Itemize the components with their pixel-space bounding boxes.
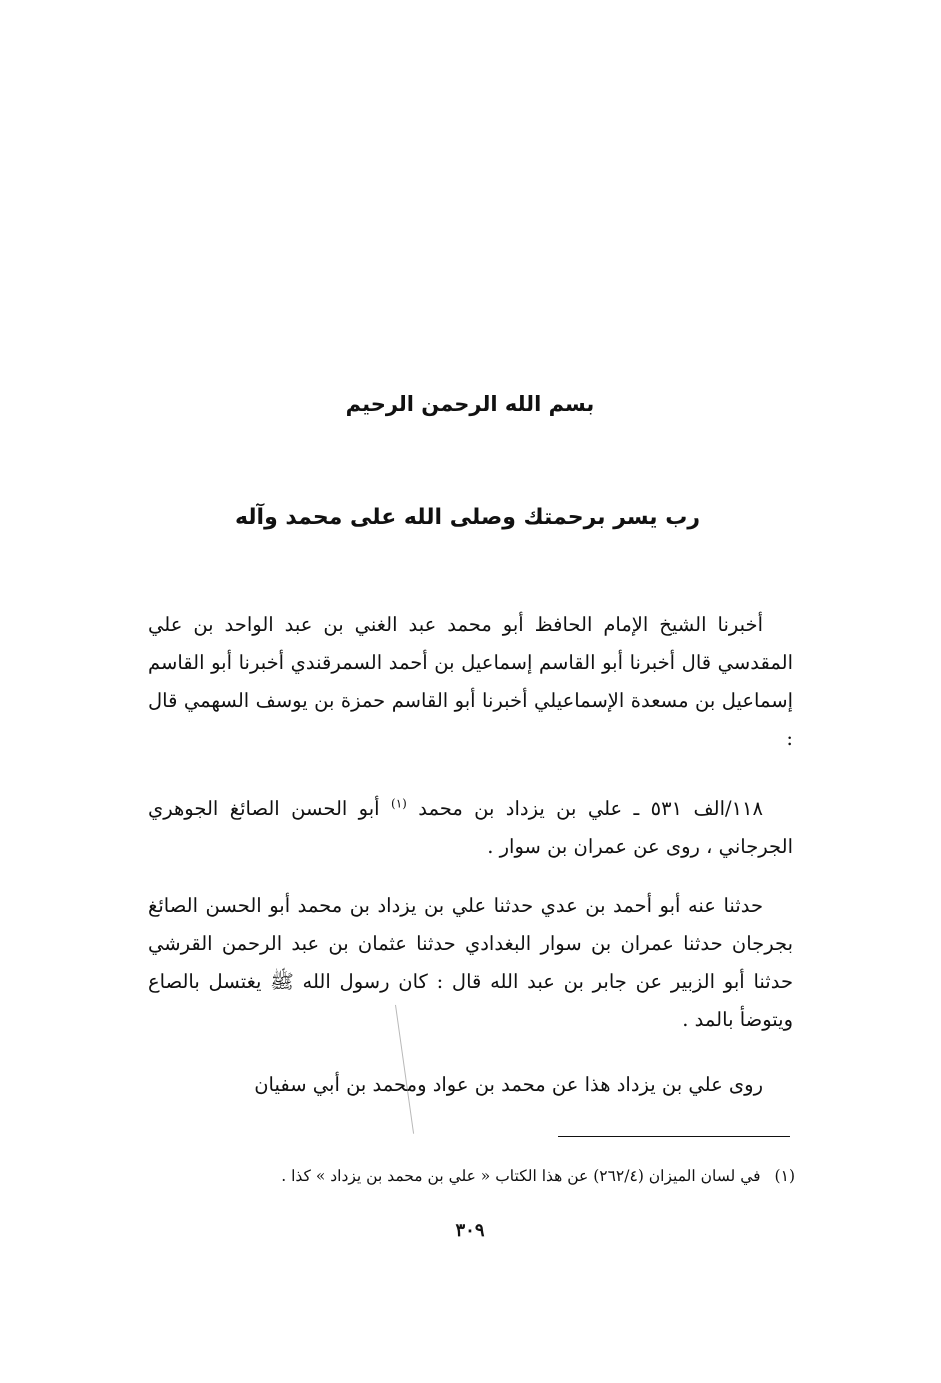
footnote-reference: (١)	[391, 796, 407, 811]
hadith-paragraph: حدثنا عنه أبو أحمد بن عدي حدثنا علي بن يزداد بن محمد أبو الحسن الصائغ بجرجان حدثنا عمران بن سوار البغدادي حدثنا عثمان بن عبد الرحمن القرشي حدثنا أبو الزبير عن جابر بن عبد الله قال : كان رسول الله ﷺ يغتسل بالصاع ويتوضأ بالمد .	[148, 894, 793, 1031]
entry-heading-text: ١١٨/الف ٥٣١ ـ علي بن يزداد بن محمد	[418, 797, 763, 820]
footnote	[170, 1163, 795, 1189]
entry-body-text: أبو الحسن الصائغ الجوهري الجرجاني ، روى عن عمران بن سوار .	[148, 797, 793, 858]
footnote-divider	[558, 1136, 790, 1137]
entry-paragraph	[148, 790, 793, 866]
footnote-text: في لسان الميزان (٢٦٢/٤) عن هذا الكتاب « علي بن محمد بن يزداد » كذا .	[281, 1167, 761, 1185]
closing-paragraph: روى علي بن يزداد هذا عن محمد بن عواد ومحمد بن أبي سفيان	[254, 1073, 763, 1096]
basmala-heading: بسم الله الرحمن الرحيم	[345, 392, 595, 416]
invocation-heading: رب يسر برحمتك وصلى الله على محمد وآله	[234, 505, 700, 530]
page-number: ٣٠٩	[455, 1220, 485, 1241]
footnote-number: (١)	[774, 1167, 795, 1185]
isnad-paragraph: أخبرنا الشيخ الإمام الحافظ أبو محمد عبد الغني بن عبد الواحد بن علي المقدسي قال أخبرنا أبو القاسم إسماعيل بن أحمد السمرقندي أخبرنا أبو القاسم إسماعيل بن مسعدة الإسماعيلي أخبرنا أبو القاسم حمزة بن يوسف السهمي قال :	[148, 613, 793, 750]
